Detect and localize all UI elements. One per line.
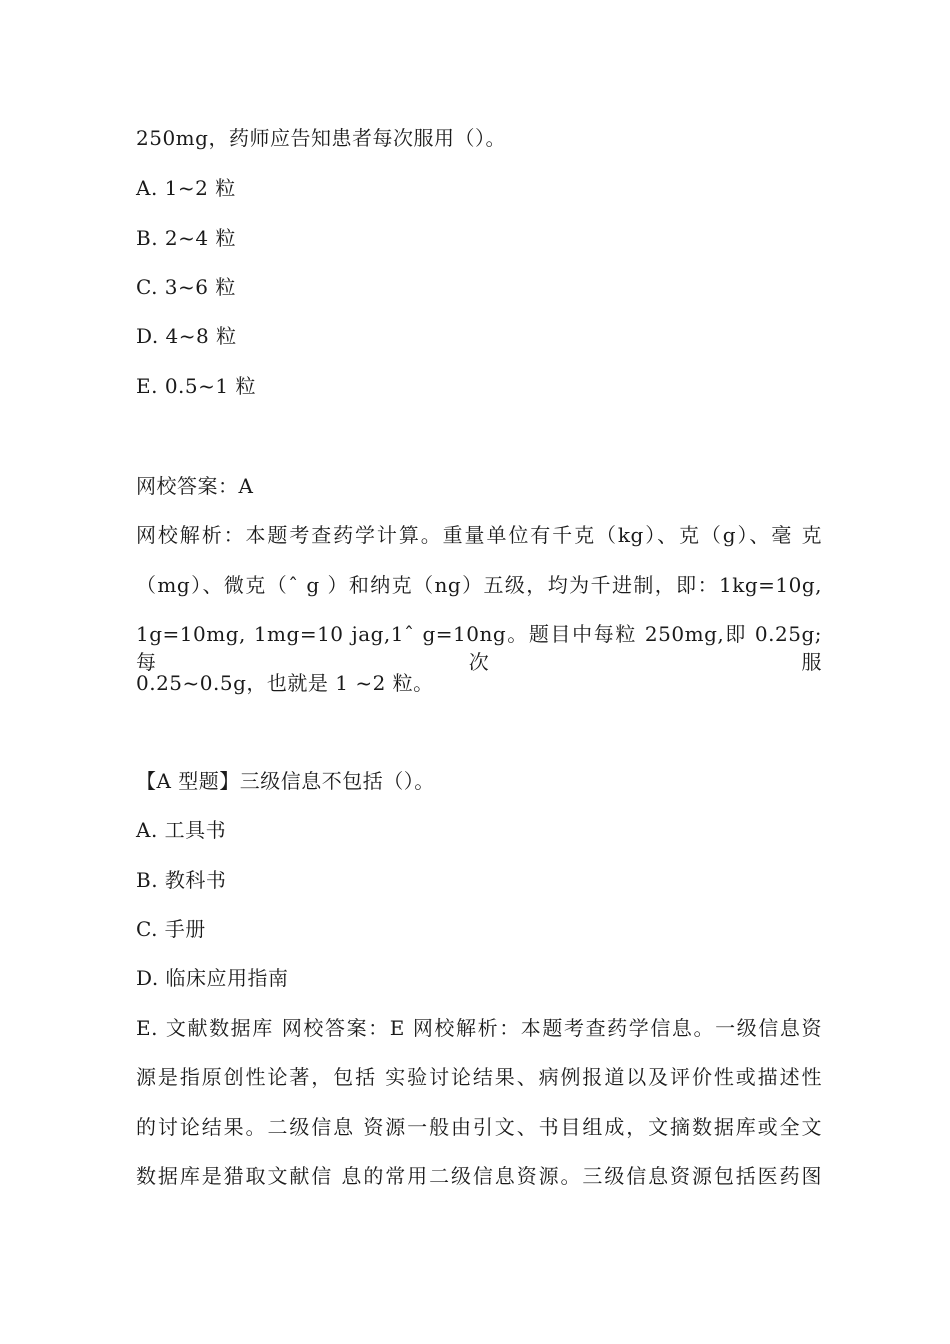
- option-a: A. 工具书: [136, 818, 227, 842]
- option-e: E. 0.5~1 粒: [136, 374, 256, 398]
- option-b: B. 2~4 粒: [136, 226, 236, 250]
- analysis-line: 的讨论结果。二级信息 资源一般由引文、书目组成，文摘数据库或全文: [136, 1115, 822, 1139]
- option-a: A. 1~2 粒: [136, 176, 236, 200]
- option-d: D. 4~8 粒: [136, 324, 237, 348]
- option-b: B. 教科书: [136, 868, 227, 892]
- analysis-line: 网校解析：本题考查药学计算。重量单位有千克（kg）、克（g）、毫 克: [136, 523, 822, 547]
- analysis-line: （mg）、微克（ˆ g ）和纳克（ng）五级，均为千进制，即：1kg=10g,: [136, 573, 822, 597]
- analysis-line: 源是指原创性论著，包括 实验讨论结果、病例报道以及评价性或描述性: [136, 1065, 822, 1089]
- question-stem-tail: 250mg，药师应告知患者每次服用（）。: [136, 126, 506, 150]
- option-d: D. 临床应用指南: [136, 966, 289, 990]
- option-e-with-analysis: E. 文献数据库 网校答案：E 网校解析：本题考查药学信息。一级信息资: [136, 1016, 822, 1040]
- option-c: C. 3~6 粒: [136, 275, 236, 299]
- option-c: C. 手册: [136, 917, 206, 941]
- answer-line: 网校答案：A: [136, 474, 254, 498]
- question-stem: 【A 型题】三级信息不包括（）。: [136, 769, 435, 793]
- analysis-line: 0.25~0.5g，也就是 1 ~2 粒。: [136, 671, 434, 695]
- analysis-line: 1g=10mg, 1mg=10 jag,1ˆ g=10ng。题目中每粒 250mg,即 0.25g; 每次服: [136, 622, 822, 674]
- analysis-line: 数据库是猎取文献信 息的常用二级信息资源。三级信息资源包括医药图: [136, 1164, 822, 1188]
